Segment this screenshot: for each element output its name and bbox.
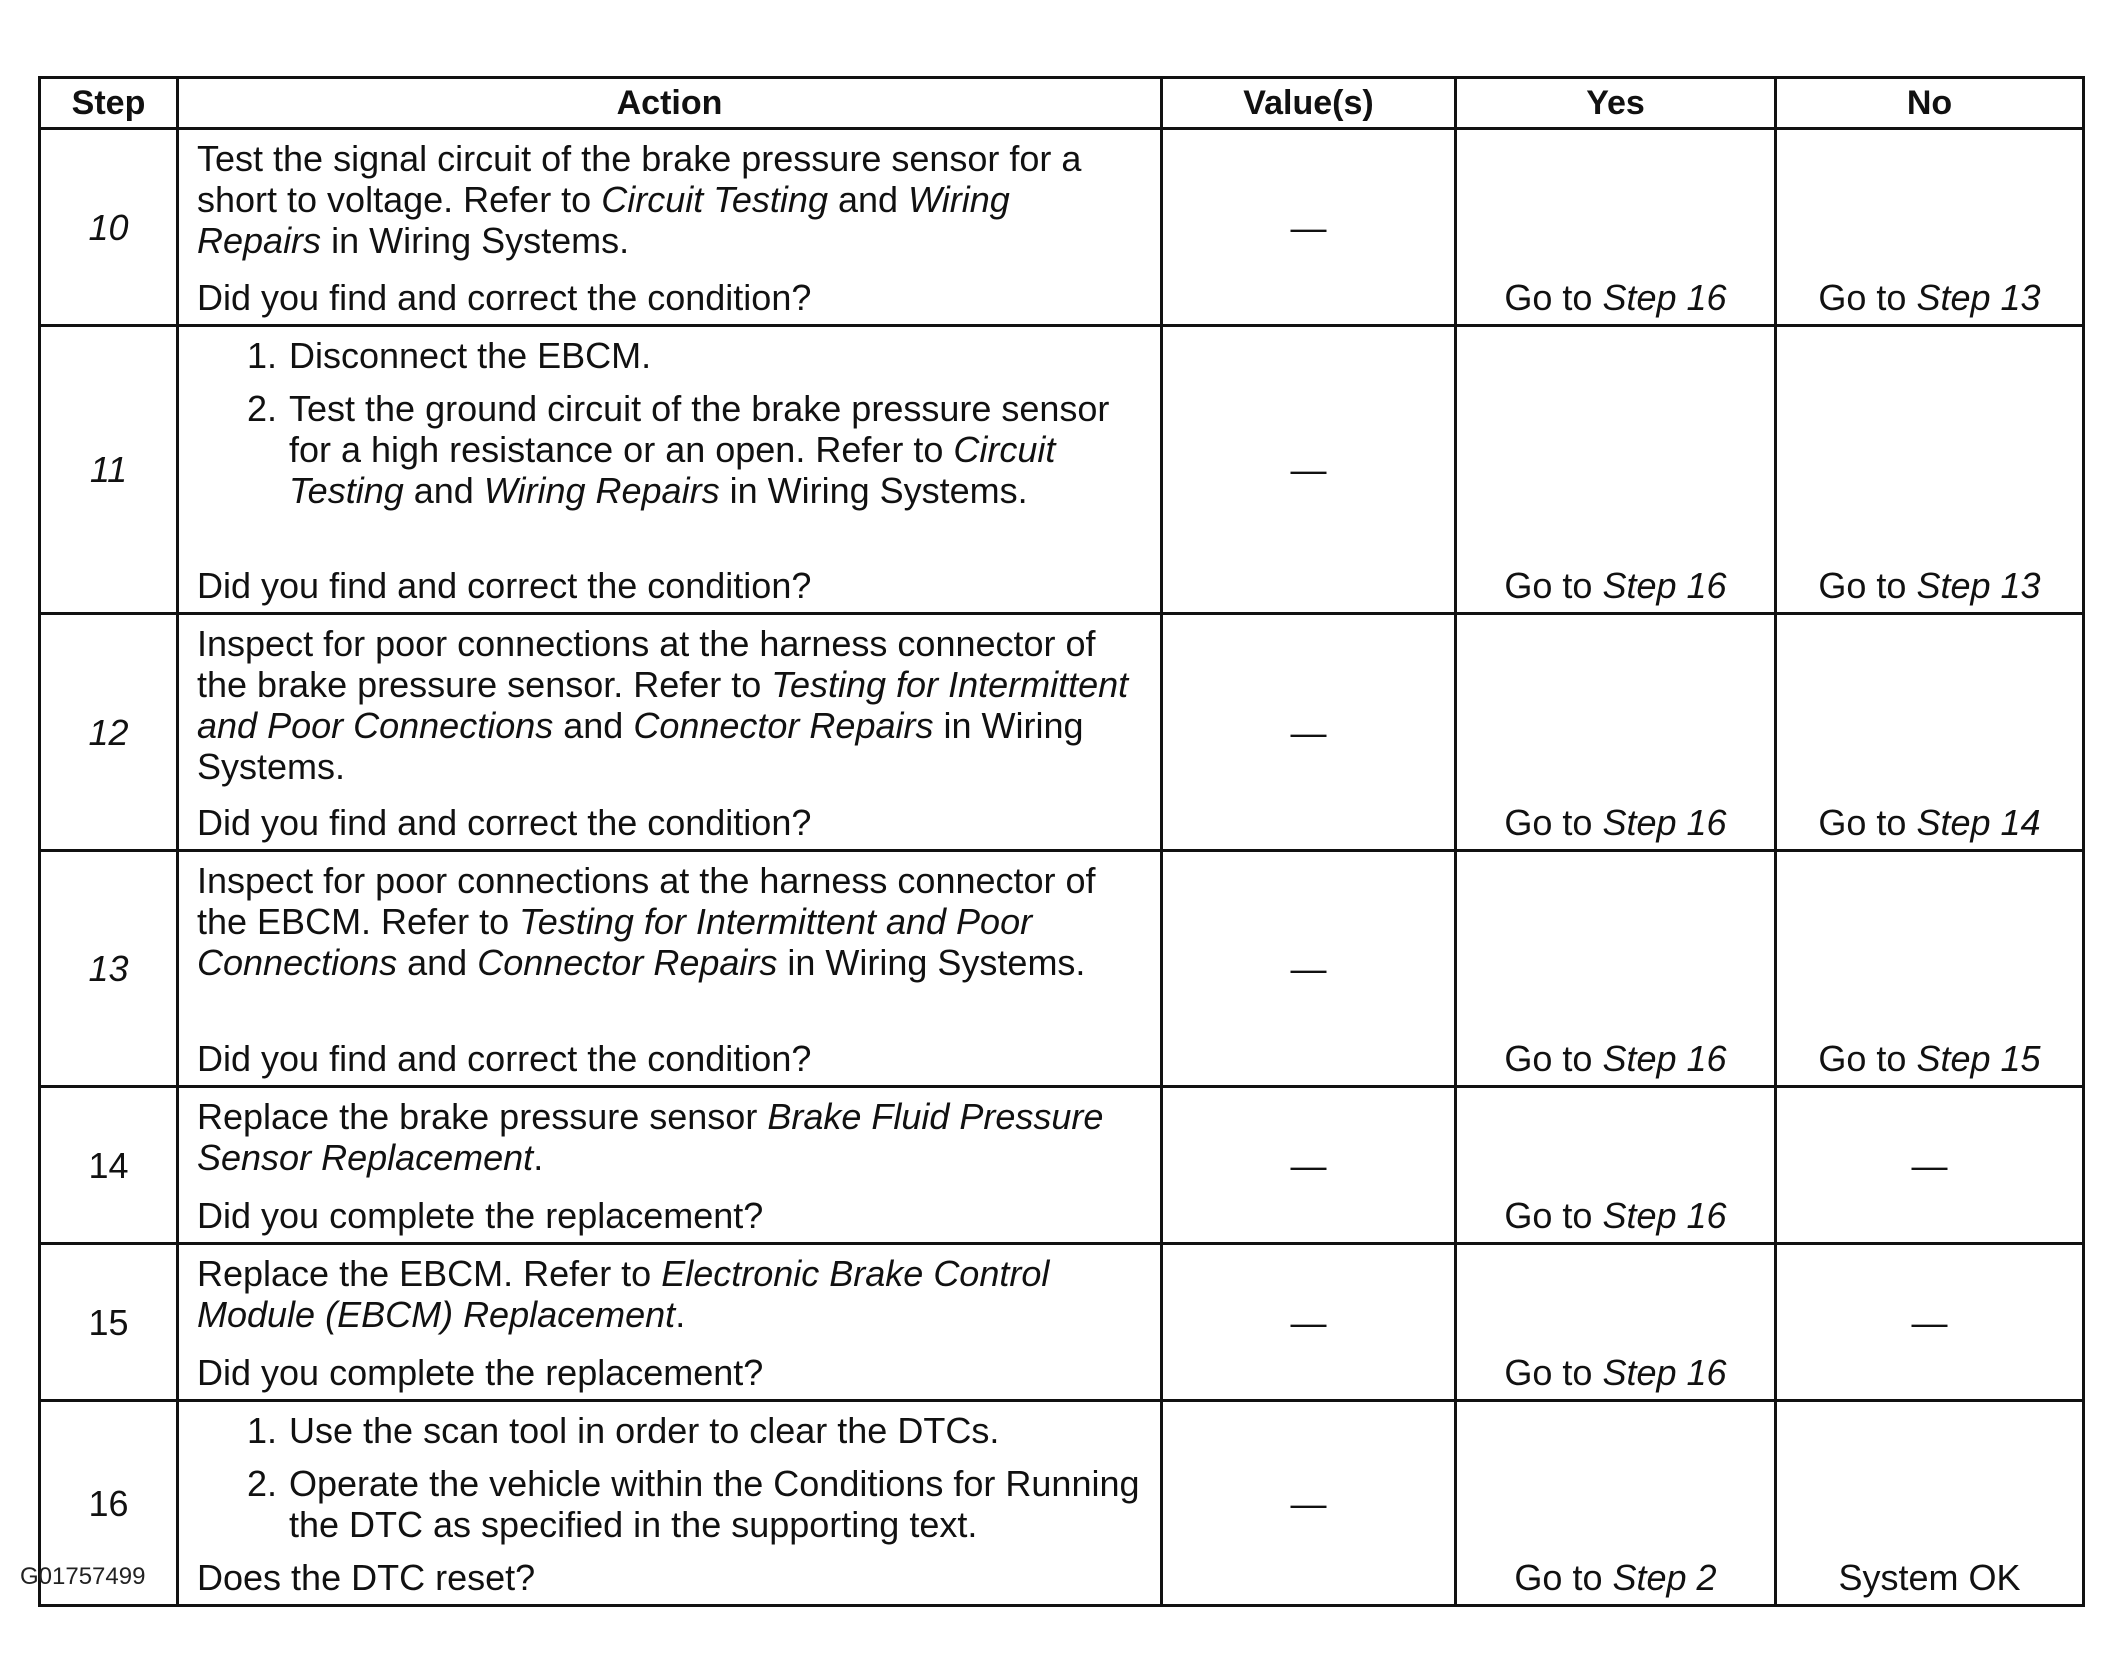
action-text: Replace the EBCM. Refer to	[197, 1253, 662, 1294]
no-text: Go to	[1818, 565, 1917, 606]
no-step-reference: Step 15	[1916, 1038, 2041, 1079]
list-item-text	[289, 335, 1142, 376]
table-row	[40, 851, 2084, 1087]
action-cell	[178, 851, 1162, 1087]
action-paragraph	[197, 1096, 1142, 1178]
yes-cell	[1456, 851, 1776, 1087]
no-step-reference: Step 13	[1916, 277, 2041, 318]
yes-cell	[1456, 326, 1776, 614]
reference-link-text: Circuit Testing	[601, 179, 828, 220]
no-cell	[1776, 129, 2084, 326]
action-text: Replace the brake pressure sensor	[197, 1096, 768, 1137]
reference-link-text: Circuit Testing	[289, 429, 1056, 511]
reference-link-text: Connector Repairs	[477, 942, 778, 983]
action-content	[197, 1245, 1142, 1399]
action-question: Did you complete the replacement?	[197, 1352, 764, 1393]
table-row	[40, 1087, 2084, 1244]
action-cell	[178, 326, 1162, 614]
list-item-text	[289, 1463, 1142, 1545]
action-paragraph	[197, 138, 1142, 261]
action-content	[197, 1402, 1142, 1604]
list-item-number: 2.	[246, 388, 277, 429]
table-body	[40, 129, 2084, 1606]
yes-cell	[1456, 129, 1776, 326]
step-number: 14	[40, 1087, 178, 1244]
yes-text: Go to	[1504, 1038, 1603, 1079]
step-number: 13	[40, 851, 178, 1087]
action-question: Did you find and correct the condition?	[197, 277, 812, 318]
value-cell: —	[1162, 614, 1456, 851]
reference-link-text: Wiring Repairs	[483, 470, 720, 511]
action-content	[197, 327, 1142, 612]
action-text: and	[553, 705, 634, 746]
list-item-number: 2.	[246, 1463, 277, 1504]
no-cell	[1776, 1244, 2084, 1401]
reference-link-text: Connector Repairs	[633, 705, 934, 746]
yes-step-reference: Step 16	[1602, 802, 1727, 843]
table-row	[40, 1244, 2084, 1401]
yes-step-reference: Step 16	[1602, 1352, 1727, 1393]
action-text: Use the scan tool in order to clear the DTCs.	[289, 1410, 1000, 1451]
value-cell: —	[1162, 326, 1456, 614]
yes-step-reference: Step 16	[1602, 1038, 1727, 1079]
yes-text: Go to	[1504, 277, 1603, 318]
yes-step-reference: Step 16	[1602, 1195, 1727, 1236]
action-text: Inspect for poor connections at the harness connector of the brake pressure sensor. Refer to	[197, 623, 1096, 705]
no-cell	[1776, 1087, 2084, 1244]
action-paragraph	[197, 1253, 1142, 1335]
list-item-text	[289, 1410, 1142, 1451]
no-text: —	[1911, 1144, 1948, 1186]
action-content	[197, 1088, 1142, 1242]
reference-link-text: Testing for Intermittent and Poor Connections	[197, 901, 1033, 983]
value-cell: —	[1162, 851, 1456, 1087]
table-row	[40, 326, 2084, 614]
action-content	[197, 852, 1142, 1085]
action-question: Did you find and correct the condition?	[197, 802, 812, 843]
action-cell	[178, 129, 1162, 326]
action-text: in Wiring Systems.	[197, 705, 1084, 787]
reference-link-text: Wiring Repairs	[197, 179, 1010, 261]
diagnostic-table	[38, 76, 2085, 1607]
action-text: .	[533, 1137, 544, 1178]
no-cell	[1776, 851, 2084, 1087]
action-question: Did you complete the replacement?	[197, 1195, 764, 1236]
step-number: 12	[40, 614, 178, 851]
value-cell: —	[1162, 1244, 1456, 1401]
yes-cell	[1456, 1244, 1776, 1401]
header-no: No	[1776, 78, 2084, 129]
action-text: in Wiring Systems.	[719, 470, 1028, 511]
action-text: Test the signal circuit of the brake pressure sensor for a short to voltage. Refer to	[197, 138, 1082, 220]
action-text: .	[675, 1294, 686, 1335]
action-text: Test the ground circuit of the brake pressure sensor for a high resistance or an open. Refer to	[289, 388, 1110, 470]
action-question: Did you find and correct the condition?	[197, 565, 812, 606]
yes-text: Go to	[1504, 802, 1603, 843]
reference-link-text: Brake Fluid Pressure Sensor Replacement	[197, 1096, 1104, 1178]
yes-text: Go to	[1514, 1557, 1613, 1598]
no-text: —	[1911, 1301, 1948, 1343]
action-question: Did you find and correct the condition?	[197, 1038, 812, 1079]
action-text: Operate the vehicle within the Conditions for Running the DTC as specified in the supporting text.	[289, 1463, 1140, 1545]
yes-text: Go to	[1504, 565, 1603, 606]
value-cell: —	[1162, 129, 1456, 326]
yes-text: Go to	[1504, 1195, 1603, 1236]
step-number: 16	[40, 1401, 178, 1606]
yes-cell	[1456, 614, 1776, 851]
list-item	[197, 1410, 1142, 1451]
no-step-reference: Step 14	[1916, 802, 2041, 843]
step-number: 15	[40, 1244, 178, 1401]
action-cell	[178, 1401, 1162, 1606]
no-cell	[1776, 614, 2084, 851]
yes-step-reference: Step 16	[1602, 565, 1727, 606]
header-action: Action	[178, 78, 1162, 129]
yes-step-reference: Step 2	[1612, 1557, 1717, 1598]
reference-link-text: Testing for Intermittent and Poor Connections	[197, 664, 1129, 746]
action-paragraph	[197, 623, 1142, 787]
action-steps-list	[197, 335, 1142, 523]
step-number: 11	[40, 326, 178, 614]
yes-cell	[1456, 1401, 1776, 1606]
header-step: Step	[40, 78, 178, 129]
list-item	[197, 1463, 1142, 1545]
reference-link-text: Electronic Brake Control Module (EBCM) Replacement	[197, 1253, 1050, 1335]
action-question: Does the DTC reset?	[197, 1557, 536, 1598]
header-row	[40, 78, 2084, 129]
action-text: and	[397, 942, 478, 983]
action-text: and	[403, 470, 484, 511]
action-content	[197, 615, 1142, 849]
action-paragraph	[197, 860, 1142, 983]
list-item-number: 1.	[246, 1410, 277, 1451]
action-content	[197, 130, 1142, 324]
no-text: Go to	[1818, 277, 1917, 318]
action-text: in Wiring Systems.	[321, 220, 630, 261]
no-text: Go to	[1818, 1038, 1917, 1079]
list-item-text	[289, 388, 1142, 511]
figure-id: G01757499	[20, 1563, 146, 1590]
action-cell	[178, 614, 1162, 851]
no-text: Go to	[1818, 802, 1917, 843]
table-row	[40, 1401, 2084, 1606]
list-item-number: 1.	[246, 335, 277, 376]
list-item	[197, 335, 1142, 376]
action-steps-list	[197, 1410, 1142, 1557]
value-cell: —	[1162, 1087, 1456, 1244]
no-cell	[1776, 1401, 2084, 1606]
action-text: Disconnect the EBCM.	[289, 335, 652, 376]
yes-text: Go to	[1504, 1352, 1603, 1393]
value-cell: —	[1162, 1401, 1456, 1606]
no-step-reference: Step 13	[1916, 565, 2041, 606]
table-row	[40, 614, 2084, 851]
action-cell	[178, 1087, 1162, 1244]
step-number: 10	[40, 129, 178, 326]
action-text: and	[827, 179, 909, 220]
table-row	[40, 129, 2084, 326]
list-item	[197, 388, 1142, 511]
no-cell	[1776, 326, 2084, 614]
yes-cell	[1456, 1087, 1776, 1244]
action-text: Inspect for poor connections at the harness connector of the EBCM. Refer to	[197, 860, 1096, 942]
header-yes: Yes	[1456, 78, 1776, 129]
no-text: System OK	[1838, 1557, 2021, 1598]
action-cell	[178, 1244, 1162, 1401]
action-text: in Wiring Systems.	[777, 942, 1086, 983]
yes-step-reference: Step 16	[1602, 277, 1727, 318]
header-value: Value(s)	[1162, 78, 1456, 129]
